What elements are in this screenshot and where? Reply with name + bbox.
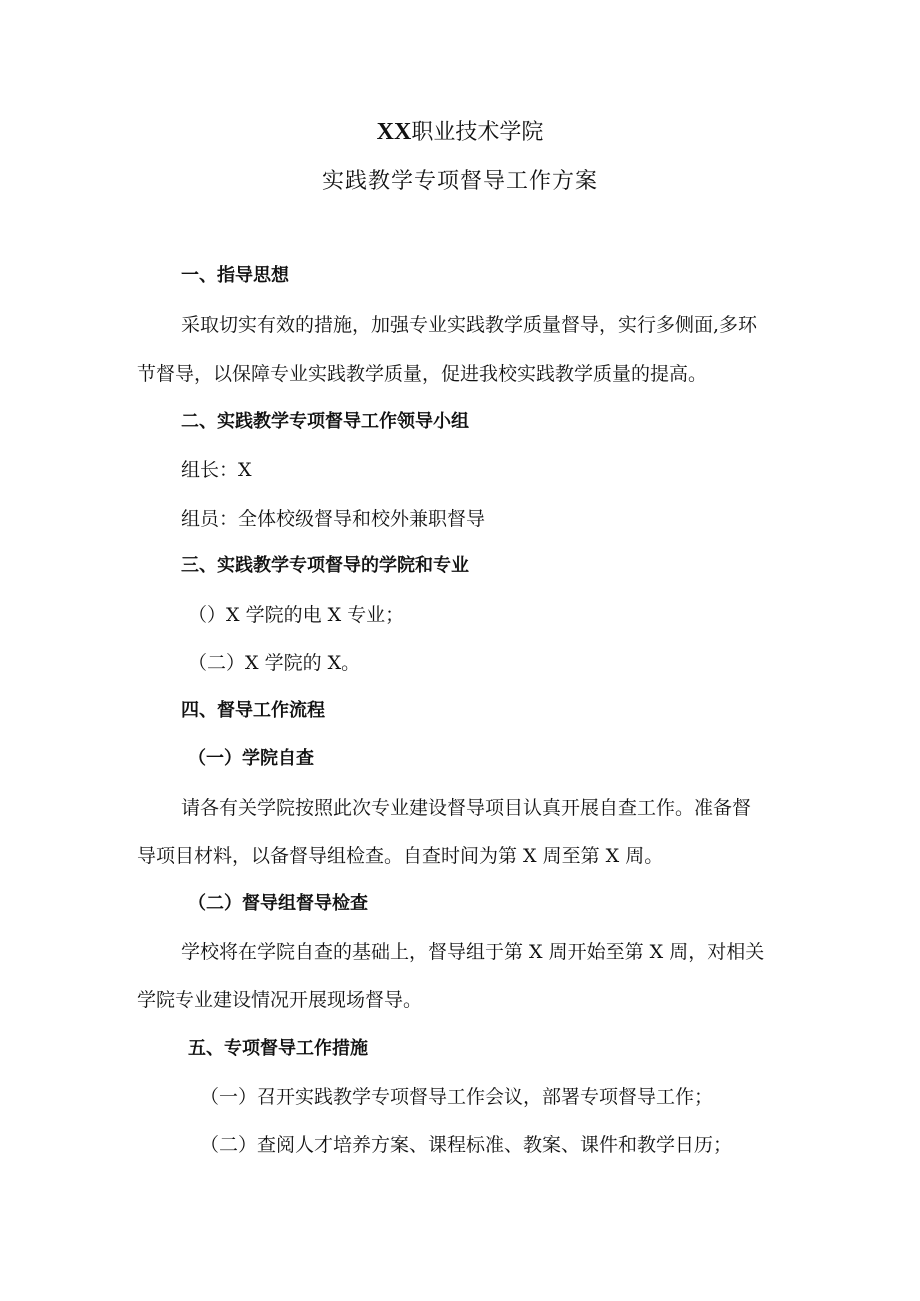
- section-heading-workflow: 四、督导工作流程: [181, 700, 325, 721]
- measure-item-2: （二）查阅人才培养方案、课程标准、教案、课件和教学日历；: [200, 1134, 733, 1156]
- paragraph-self-inspection-line2: 导项目材料，以备督导组检查。自查时间为第 X 周至第 X 周。: [137, 845, 664, 867]
- subheading-self-inspection: （一）学院自查: [188, 748, 314, 769]
- group-members-line: 组员：全体校级督导和校外兼职督导: [181, 508, 486, 530]
- college-major-item-1: （）X 学院的电 X 专业；: [188, 604, 405, 626]
- section-heading-colleges-majors: 三、实践教学专项督导的学院和专业: [181, 555, 469, 576]
- measure-item-1: （一）召开实践教学专项督导工作会议，部署专项督导工作；: [200, 1086, 714, 1108]
- title-cjk-part: 职业技术学院: [411, 120, 544, 145]
- document-title-plan: 实践教学专项督导工作方案: [321, 169, 598, 194]
- section-heading-measures: 五、专项督导工作措施: [188, 1038, 368, 1059]
- section-heading-guiding-ideology: 一、指导思想: [181, 265, 289, 286]
- college-major-item-2: （二）X 学院的 X。: [188, 652, 361, 674]
- paragraph-supervision-check-line1: 学校将在学院自查的基础上，督导组于第 X 周开始至第 X 周，对相关: [181, 941, 765, 963]
- document-title-institution: [0, 117, 920, 148]
- subheading-supervision-check: （二）督导组督导检查: [188, 893, 368, 914]
- paragraph-guiding-ideology-line1: 采取切实有效的措施，加强专业实践教学质量督导，实行多侧面,多环: [181, 314, 758, 336]
- paragraph-self-inspection-line1: 请各有关学院按照此次专业建设督导项目认真开展自查工作。准备督: [181, 797, 752, 819]
- group-leader-line: 组长：X: [181, 459, 252, 481]
- paragraph-guiding-ideology-line2: 节督导，以保障专业实践教学质量，促进我校实践教学质量的提高。: [137, 363, 708, 385]
- title-latin-part: XX: [376, 119, 412, 145]
- paragraph-supervision-check-line2: 学院专业建设情况开展现场督导。: [137, 989, 423, 1011]
- section-heading-leadership-group: 二、实践教学专项督导工作领导小组: [181, 411, 469, 432]
